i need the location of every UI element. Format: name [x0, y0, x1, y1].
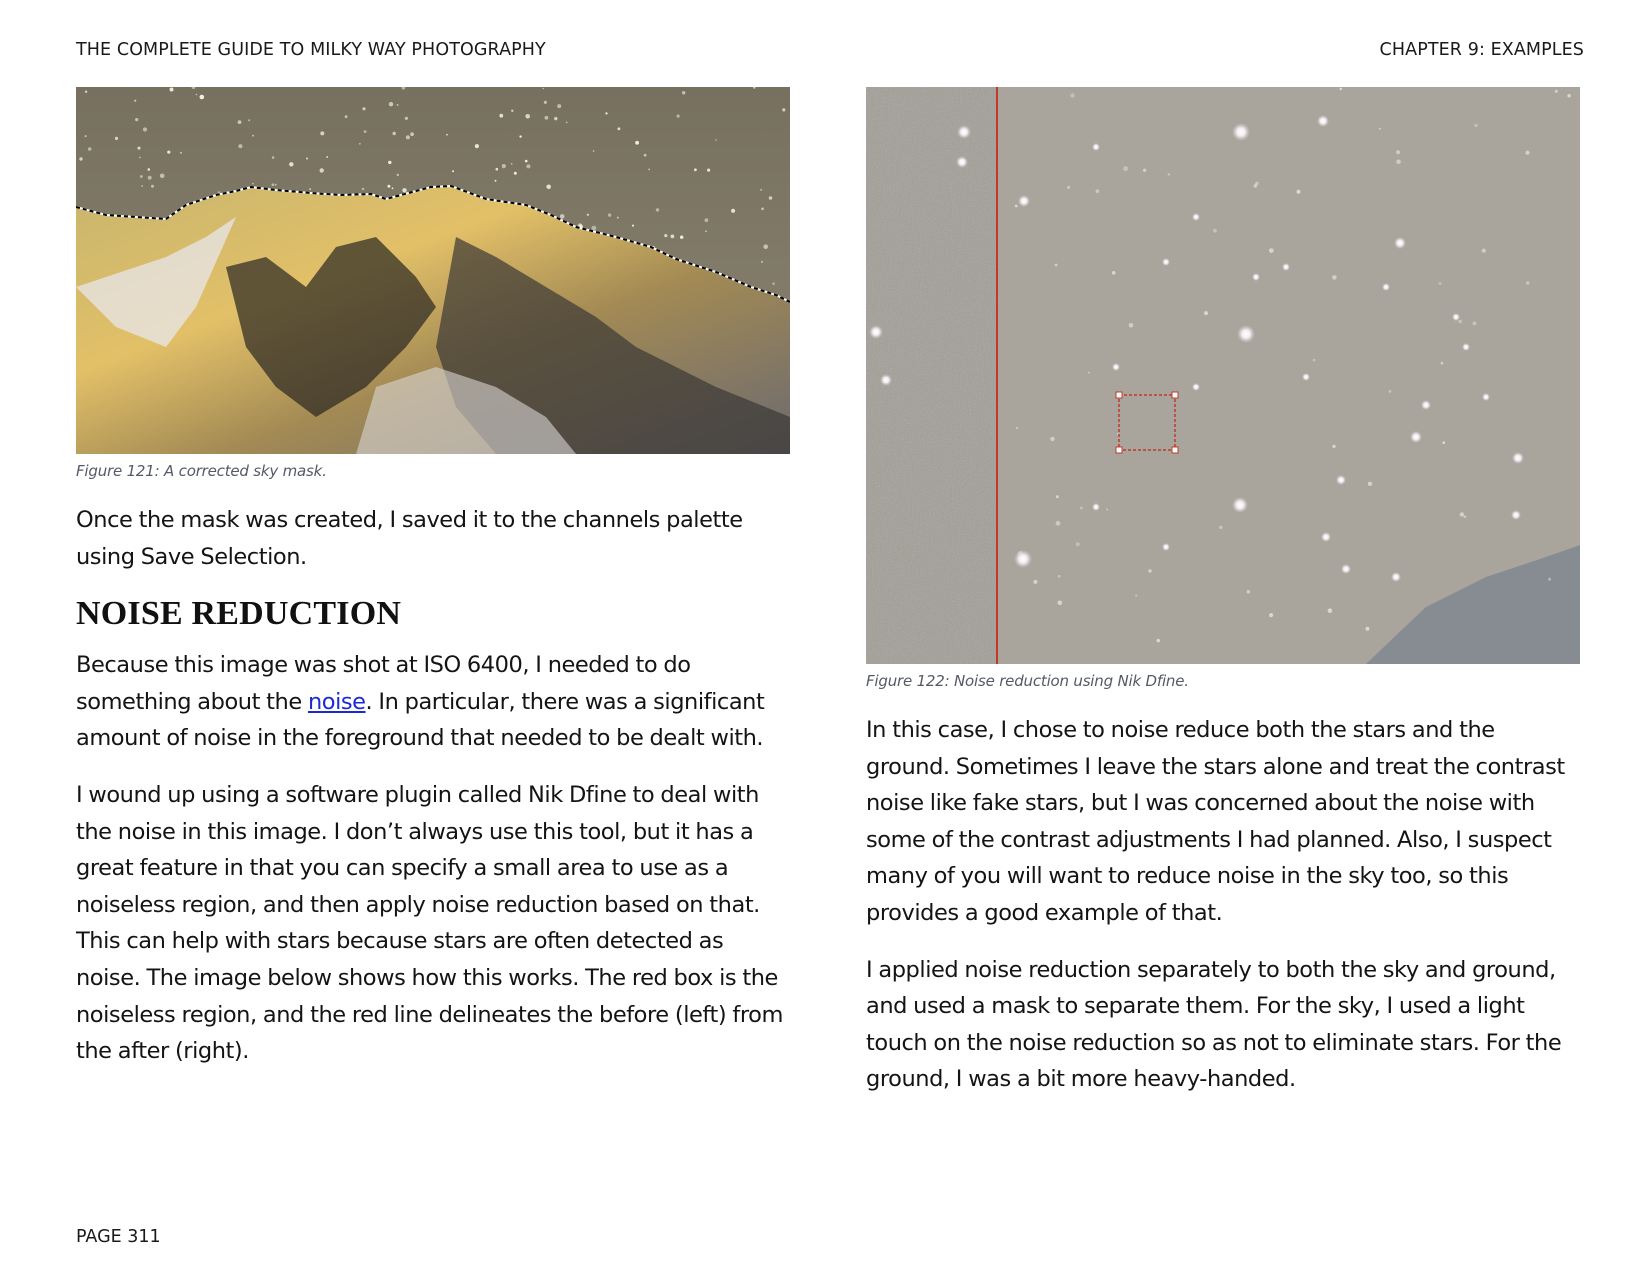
star: [656, 208, 659, 211]
star: [715, 139, 717, 141]
star: [1332, 445, 1335, 448]
star: [502, 164, 506, 168]
star: [1341, 564, 1351, 574]
star: [1512, 452, 1524, 464]
star: [1135, 594, 1137, 596]
star: [1018, 195, 1030, 207]
star: [1464, 516, 1467, 519]
star: [1379, 128, 1381, 130]
star: [85, 135, 87, 137]
star: [705, 218, 709, 222]
star: [289, 162, 293, 166]
star: [1058, 601, 1063, 606]
star: [275, 184, 277, 186]
star: [1092, 503, 1100, 511]
star: [1462, 343, 1470, 351]
star: [545, 116, 549, 120]
star: [1247, 590, 1251, 594]
star: [525, 114, 530, 119]
star: [782, 108, 785, 111]
star: [1389, 390, 1392, 393]
star: [238, 120, 242, 124]
star: [1269, 248, 1274, 253]
star: [761, 208, 764, 211]
star: [1269, 613, 1273, 617]
star: [1474, 124, 1477, 127]
star: [769, 196, 773, 200]
star: [760, 189, 762, 191]
star: [141, 185, 143, 187]
star: [1237, 325, 1255, 343]
star: [1213, 229, 1217, 233]
star: [1313, 359, 1316, 362]
star: [1282, 263, 1290, 271]
star: [546, 185, 551, 190]
paragraph-mask-saved: Once the mask was created, I saved it to the channels palette using Save Selection.: [76, 507, 743, 570]
star: [1143, 169, 1146, 172]
star: [248, 119, 250, 121]
section-heading-noise-reduction: NOISE REDUCTION: [76, 595, 402, 633]
star: [1396, 160, 1401, 165]
star: [1232, 123, 1250, 141]
star: [1317, 115, 1329, 127]
star: [397, 104, 399, 106]
star: [362, 107, 365, 110]
star: [1033, 580, 1037, 584]
star: [635, 141, 639, 145]
star: [1368, 482, 1372, 486]
star: [1458, 320, 1462, 324]
paragraph-nik-dfine: I wound up using a software plugin called Nik Dfine to deal with the noise in this image. I don’t always use this tool, but it has a great feature in that you can specify a small area to use as a noiseless region, and then apply noise reduction based on that. This can help with stars because stars are often detected as noise. The image below shows how this works. The red box is the noiseless region, and the red line delineates the before (left) from the after (right).: [76, 781, 783, 1065]
star: [1365, 627, 1369, 631]
star: [196, 94, 198, 96]
star: [1302, 373, 1310, 381]
star: [587, 214, 589, 216]
star: [956, 156, 968, 168]
star: [664, 234, 667, 237]
star: [761, 261, 763, 263]
star: [1548, 578, 1551, 581]
star: [387, 185, 390, 188]
star: [1297, 190, 1301, 194]
star: [1157, 639, 1160, 642]
star: [499, 114, 503, 118]
star: [1148, 569, 1151, 572]
star: [180, 152, 182, 154]
star: [1482, 249, 1486, 253]
star: [1018, 551, 1023, 556]
star: [134, 100, 136, 102]
star: [525, 160, 528, 163]
star: [85, 91, 87, 93]
star: [1252, 273, 1260, 281]
star: [135, 118, 138, 121]
star: [1219, 526, 1222, 529]
star: [252, 183, 254, 185]
star: [320, 168, 324, 172]
star: [148, 176, 152, 180]
star: [593, 150, 595, 152]
star: [406, 135, 410, 139]
star: [1439, 282, 1442, 285]
star: [389, 102, 393, 106]
star: [1511, 510, 1521, 520]
star: [511, 163, 513, 165]
star: [1232, 497, 1248, 513]
star: [1555, 90, 1558, 93]
star: [1391, 572, 1401, 582]
star: [167, 151, 170, 154]
star: [359, 143, 361, 145]
star: [1096, 189, 1100, 193]
star: [707, 169, 710, 172]
star: [79, 157, 82, 160]
star: [1080, 507, 1083, 510]
star: [140, 175, 143, 178]
star: [200, 95, 205, 100]
star: [1460, 512, 1464, 516]
star: [238, 144, 242, 148]
star: [682, 91, 685, 94]
star: [1162, 543, 1170, 551]
star: [694, 168, 697, 171]
star: [160, 174, 165, 179]
star: [1067, 186, 1070, 189]
star: [1526, 281, 1530, 285]
star: [1482, 393, 1490, 401]
noise-link[interactable]: noise: [307, 688, 366, 715]
star: [617, 217, 619, 219]
star: [1050, 437, 1054, 441]
star: [1056, 495, 1059, 498]
star: [345, 115, 348, 118]
figure-122-caption: Figure 122: Noise reduction using Nik Dfine.: [866, 672, 1189, 690]
star: [1321, 532, 1331, 542]
star: [705, 231, 707, 233]
star: [1394, 237, 1406, 249]
star: [1452, 313, 1460, 321]
star: [671, 235, 675, 239]
paragraph-sky-ground: I applied noise reduction separately to both the sky and ground, and used a mask to separate them. For the sky, I used a light touch on the noise reduction so as not to eliminate stars. For the ground, I was a bit more heavy-handed.: [866, 956, 1562, 1093]
star: [139, 157, 141, 159]
sky-mask-photo: [76, 87, 790, 454]
star: [511, 110, 513, 112]
star: [402, 188, 406, 192]
star: [677, 115, 680, 118]
star: [272, 183, 275, 186]
figure-121-sky-mask-image: [76, 87, 790, 454]
star: [644, 154, 647, 157]
figure-121-caption: Figure 121: A corrected sky mask.: [76, 462, 327, 480]
star: [763, 244, 768, 249]
star: [151, 185, 154, 188]
star: [388, 161, 391, 164]
star: [557, 104, 561, 108]
star: [320, 131, 324, 135]
star: [170, 88, 174, 92]
running-header-title: THE COMPLETE GUIDE TO MILKY WAY PHOTOGRAPHY: [76, 40, 546, 60]
star: [252, 135, 254, 137]
star: [1112, 271, 1116, 275]
figure-122-noise-reduction-image: [866, 87, 1580, 664]
star: [410, 132, 414, 136]
paragraph-iso-noise-part2: . In particular, there was a significant amount of noise in the foreground that needed to be dealt with.: [76, 688, 765, 752]
star: [1076, 542, 1080, 546]
star: [475, 144, 479, 148]
star: [560, 214, 565, 219]
star: [592, 226, 597, 231]
star: [143, 127, 147, 131]
star: [648, 169, 650, 171]
star: [1336, 475, 1346, 485]
page-number: PAGE 311: [76, 1227, 161, 1247]
star: [446, 134, 448, 136]
star: [1192, 383, 1200, 391]
star: [397, 174, 399, 176]
star: [608, 213, 611, 216]
star: [1443, 441, 1446, 444]
star: [138, 147, 141, 150]
star: [362, 188, 365, 191]
star: [1106, 509, 1108, 511]
star: [1421, 400, 1431, 410]
star: [326, 156, 328, 158]
star: [364, 130, 367, 133]
paragraph-noise-both: In this case, I chose to noise reduce both the stars and the ground. Sometimes I leave the stars alone and treat the contrast noise like fake stars, but I was concerned about the noise with some of the contrast adjustments I had planned. Also, I suspect many of you will want to reduce noise in the sky too, so this provides a good example of that.: [866, 717, 1565, 926]
star: [495, 180, 497, 182]
star: [1129, 323, 1134, 328]
star: [392, 187, 394, 189]
star: [632, 225, 634, 227]
left-column: [76, 87, 790, 1070]
star: [772, 283, 774, 285]
right-column: [866, 87, 1580, 1098]
star: [1567, 94, 1570, 97]
star: [543, 88, 545, 90]
star: [1396, 150, 1400, 154]
star: [88, 147, 92, 151]
star: [306, 157, 308, 159]
star: [1058, 575, 1061, 578]
star: [1441, 362, 1444, 365]
star: [605, 112, 607, 114]
running-header-chapter: CHAPTER 9: EXAMPLES: [1379, 40, 1584, 60]
star: [869, 325, 883, 339]
star: [1525, 151, 1529, 155]
star: [1473, 322, 1477, 326]
star: [1382, 283, 1390, 291]
star: [1162, 258, 1170, 266]
star: [1123, 166, 1128, 171]
star: [680, 236, 683, 239]
paragraph-iso-noise-part1: Because this image was shot at ISO 6400, I needed to do something about the: [76, 652, 691, 715]
star: [1088, 372, 1090, 374]
star: [526, 164, 530, 168]
paragraph-iso-noise: [76, 647, 790, 757]
star: [554, 117, 557, 120]
star: [148, 168, 151, 171]
star: [1070, 93, 1074, 97]
star: [957, 125, 971, 139]
star: [1340, 88, 1343, 91]
star: [1332, 275, 1337, 280]
star: [393, 132, 396, 135]
star: [272, 156, 275, 159]
star: [452, 170, 454, 172]
star: [496, 168, 499, 171]
star: [519, 135, 521, 137]
star: [1168, 173, 1170, 175]
star: [1112, 363, 1120, 371]
star: [405, 117, 408, 120]
star: [115, 137, 118, 140]
star: [1016, 427, 1018, 429]
star: [1014, 550, 1032, 568]
star: [1092, 143, 1100, 151]
star: [1055, 264, 1058, 267]
star: [1254, 184, 1257, 187]
star: [880, 374, 892, 386]
star: [1056, 521, 1061, 526]
star: [309, 188, 311, 190]
star: [566, 122, 568, 124]
star: [1204, 311, 1208, 315]
star: [1410, 431, 1422, 443]
noise-reduction-photo: [866, 87, 1580, 664]
star: [1328, 608, 1333, 613]
star: [1192, 213, 1200, 221]
star: [514, 172, 517, 175]
star: [1015, 205, 1018, 208]
star: [618, 127, 621, 130]
star: [544, 101, 547, 104]
star: [731, 209, 735, 213]
